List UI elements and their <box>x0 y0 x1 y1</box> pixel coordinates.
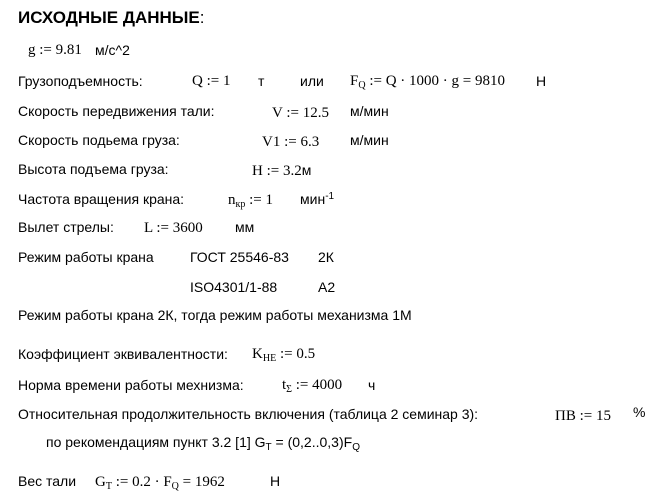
gravity-var: g <box>28 42 36 58</box>
hoist-weight-expression: $G_T$ := $0.2 \cdot F_Q = 1962$ <box>95 474 225 492</box>
gravity-value: 9.81 <box>55 42 82 58</box>
duty-class-iso: А2 <box>318 279 336 295</box>
pv-unit: % <box>633 404 646 420</box>
hoist-weight-unit: Н <box>270 473 281 489</box>
pv-label: Относительная продолжительность включения (таблица 2 семинар 3): <box>18 406 479 422</box>
lift-speed-label: Скорость подьема груза: <box>18 132 180 148</box>
duty-class-gost: 2К <box>318 249 334 265</box>
reach-unit: мм <box>235 219 255 235</box>
work-time-unit: ч <box>368 377 376 393</box>
rotation-expression: $n_{кр}$ := 1 <box>228 192 273 210</box>
lift-height-label: Высота подъема груза: <box>18 161 169 177</box>
lift-speed-expression: V1 := 6.3 <box>262 134 320 150</box>
travel-speed-expression: V := 12.5 <box>272 105 329 121</box>
lift-height-expression: H := 3.2м <box>252 162 312 179</box>
equiv-expression: $K_{HE}$ := 0.5 <box>252 346 316 364</box>
rotation-unit: мин$^{-1}$ <box>300 191 335 207</box>
duty-standard-iso: ISO4301/1-88 <box>190 279 278 295</box>
fq-unit: Н <box>536 73 547 89</box>
capacity-expression: Q := 1 <box>192 73 231 89</box>
pv-expression: ПВ := 15 <box>555 408 611 424</box>
duty-standard-gost: ГОСТ 25546-83 <box>190 249 289 265</box>
gravity-unit: м/с^2 <box>95 42 130 58</box>
capacity-label: Грузоподъемность: <box>18 73 143 89</box>
page-title: ИСХОДНЫЕ ДАННЫЕ: <box>18 8 205 27</box>
gravity-op: := <box>39 42 52 58</box>
reach-expression: L := 3600 <box>144 220 203 236</box>
duty-note: Режим работы крана 2К, тогда режим работы механизма 1М <box>18 307 412 323</box>
duty-label: Режим работы крана <box>18 249 154 265</box>
gravity-expression <box>28 42 82 58</box>
capacity-or: или <box>300 73 324 89</box>
fq-expression: $F_Q$ := Q · 1000 · g = 9810 <box>350 73 505 91</box>
hoist-weight-label: Вес тали <box>18 473 77 489</box>
capacity-unit: т <box>258 73 265 89</box>
work-time-label: Норма времени работы мехнизма: <box>18 377 244 393</box>
work-time-expression: $t_\Sigma$ := 4000 <box>282 377 343 395</box>
recommendation-text: по рекомендациям пункт 3.2 [1] $G_T = (0,2..0,3)F_Q$ <box>46 434 360 453</box>
travel-speed-label: Скорость передвижения тали: <box>18 103 215 119</box>
equiv-label: Коэффициент эквивалентности: <box>18 346 228 362</box>
reach-label: Вылет стрелы: <box>18 219 114 235</box>
lift-speed-unit: м/мин <box>350 132 389 148</box>
rotation-label: Частота вращения крана: <box>18 191 185 207</box>
travel-speed-unit: м/мин <box>350 103 389 119</box>
